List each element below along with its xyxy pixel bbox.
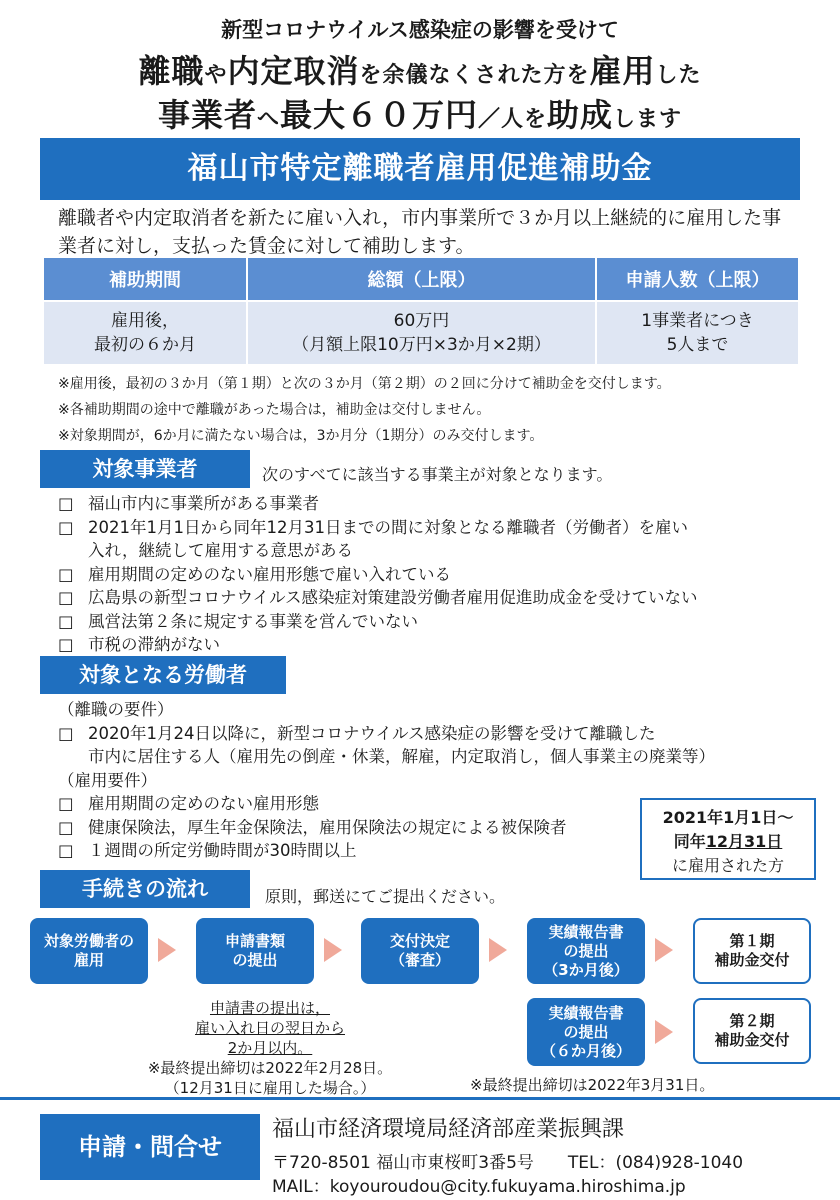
section-eligible-employers: 対象事業者	[40, 450, 250, 488]
arrow-right-icon	[324, 938, 342, 962]
list-item: □ 雇用期間の定めのない雇用形態で雇い入れている	[58, 564, 451, 584]
contact-address: 〒720-8501 福山市東桜町3番5号 TEL：(084)928-1040	[272, 1153, 744, 1173]
table-cell: 1事業者につき 5人まで	[596, 301, 799, 365]
list-item: □ １週間の所定労働時間が30時間以上	[58, 841, 357, 860]
intro-text: 離職者や内定取消者を新たに雇い入れ，市内事業所で３か月以上継続的に雇用した事業者に対し，支払った賃金に対して補助します。	[58, 207, 782, 257]
flow-step-report-6months: 実績報告書 の提出 （６か月後）	[527, 998, 645, 1066]
list-item: □ 2020年1月24日以降に，新型コロナウイルス感染症の影響を受けて離職した	[58, 723, 656, 743]
note: ※各補助期間の途中で離職があった場合は，補助金は交付しません。	[58, 402, 491, 418]
flow-step-grant-decision: 交付決定 （審査）	[361, 918, 479, 984]
list-item-continuation: 市内に居住する人（雇用先の倒産・休業，解雇，内定取消し，個人事業主の廃業等）	[88, 747, 715, 766]
note: ※対象期間が，6か月に満たない場合は，3か月分（1期分）のみ交付します。	[58, 428, 544, 444]
section-eligible-workers: 対象となる労働者	[40, 656, 286, 694]
section-description: 次のすべてに該当する事業主が対象となります。	[262, 465, 613, 484]
list-item: □ 風営法第２条に規定する事業を営んでいない	[58, 611, 418, 631]
sub-heading: （雇用要件）	[58, 770, 157, 790]
list-item: □ 2021年1月1日から同年12月31日までの間に対象となる離職者（労働者）を雇い	[58, 517, 688, 537]
summary-table	[42, 256, 800, 366]
table-header: 補助期間	[43, 257, 247, 301]
table-header: 申請人数（上限）	[596, 257, 799, 301]
arrow-right-icon	[655, 938, 673, 962]
sub-heading: （離職の要件）	[58, 700, 174, 719]
divider	[0, 1097, 840, 1100]
list-item-continuation: 入れ，継続して雇用する意思がある	[88, 541, 353, 560]
contact-label: 申請・問合せ	[40, 1114, 260, 1180]
flow-result-period1: 第１期 補助金交付	[693, 918, 811, 984]
headline-line2: 離職や内定取消を余儀なくされた方を雇用した	[138, 52, 702, 90]
contact-department: 福山市経済環境局経済部産業振興課	[272, 1117, 625, 1142]
arrow-right-icon	[158, 938, 176, 962]
flow-result-period2: 第２期 補助金交付	[693, 998, 811, 1064]
table-cell: 雇用後， 最初の６か月	[43, 301, 247, 365]
headline-line1: 新型コロナウイルス感染症の影響を受けて	[221, 18, 619, 42]
flow-step-submit-application: 申請書類 の提出	[196, 918, 314, 984]
application-deadline-note: 申請書の提出は， 雇い入れ日の翌日から 2か月以内。 ※最終提出締切は2022年2月28日。 （12月31日に雇用した場合。）	[147, 999, 393, 1097]
employer-requirements-list	[58, 492, 818, 657]
list-item: □ 福山市内に事業所がある事業者	[58, 494, 319, 513]
note: ※雇用後，最初の３か月（第１期）と次の３か月（第２期）の２回に分けて補助金を交付します。	[58, 376, 671, 392]
list-item: □ 市税の滞納がない	[58, 635, 220, 654]
arrow-right-icon	[655, 1020, 673, 1044]
table-cell: 60万円 （月額上限10万円×3か月×2期）	[247, 301, 596, 365]
final-deadline-note: ※最終提出締切は2022年3月31日。	[470, 1076, 715, 1094]
section-description: 原則，郵送にてご提出ください。	[265, 887, 506, 906]
headline-line3: 事業者へ最大６０万円／人を助成します	[157, 96, 683, 134]
flow-step-report-3months: 実績報告書 の提出 （3か月後）	[527, 918, 645, 984]
list-item: □ 広島県の新型コロナウイルス感染症対策建設労働者雇用促進助成金を受けていない	[58, 588, 698, 607]
contact-email: MAIL：koyouroudou@city.fukuyama.hiroshima.jp	[272, 1177, 686, 1197]
program-title: 福山市特定離職者雇用促進補助金	[40, 138, 800, 200]
list-item: □ 雇用期間の定めのない雇用形態	[58, 794, 319, 813]
eligible-dates-box: 2021年1月1日～ 同年12月31日 に雇用された方	[640, 798, 816, 880]
list-item: □ 健康保険法，厚生年金保険法，雇用保険法の規定による被保険者	[58, 817, 567, 837]
flow-step-hire: 対象労働者の 雇用	[30, 918, 148, 984]
table-header: 総額（上限）	[247, 257, 596, 301]
section-procedure: 手続きの流れ	[40, 870, 250, 908]
arrow-right-icon	[489, 938, 507, 962]
